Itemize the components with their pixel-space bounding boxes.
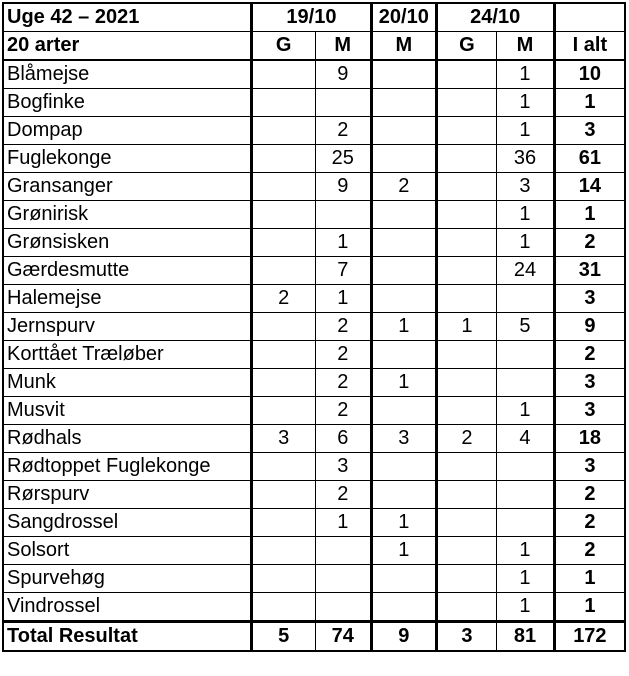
count-cell [251,565,315,593]
total-g-3: 3 [436,622,497,652]
table-row [3,537,625,565]
count-cell: 1 [497,60,555,89]
row-total: 1 [554,565,625,593]
count-cell [436,341,497,369]
count-cell [436,593,497,622]
col-header-m-1: M [315,32,372,61]
count-cell [251,89,315,117]
table-row [3,593,625,622]
table-row [3,117,625,145]
species-name: Vindrossel [3,593,251,622]
count-cell [372,201,437,229]
species-name: Grønirisk [3,201,251,229]
species-name: Fuglekonge [3,145,251,173]
bird-count-table [2,2,626,652]
count-cell [436,369,497,397]
col-header-g-3: G [436,32,497,61]
row-total: 14 [554,173,625,201]
species-name: Korttået Træløber [3,341,251,369]
table-row [3,60,625,89]
count-cell [251,60,315,89]
count-cell: 1 [497,89,555,117]
count-cell [372,60,437,89]
count-cell: 1 [315,229,372,257]
count-cell [372,145,437,173]
count-cell [251,453,315,481]
total-g-1: 5 [251,622,315,652]
count-cell: 2 [436,425,497,453]
header-row-dates [3,3,625,32]
count-cell [436,201,497,229]
count-cell [251,313,315,341]
count-cell: 9 [315,173,372,201]
total-m-2: 9 [372,622,437,652]
count-cell: 24 [497,257,555,285]
count-cell [372,257,437,285]
count-cell: 1 [372,369,437,397]
table-row [3,285,625,313]
col-header-g-1: G [251,32,315,61]
count-cell [436,145,497,173]
count-cell: 1 [372,509,437,537]
count-cell [497,509,555,537]
species-name: Musvit [3,397,251,425]
species-name: Gærdesmutte [3,257,251,285]
row-total: 3 [554,117,625,145]
empty-header-cell [554,3,625,32]
table-row [3,341,625,369]
count-cell [497,285,555,313]
table-title: Uge 42 – 2021 [3,3,251,32]
row-total: 3 [554,453,625,481]
table-row [3,257,625,285]
col-header-total: I alt [554,32,625,61]
species-name: Rørspurv [3,481,251,509]
grand-total: 172 [554,622,625,652]
count-cell: 2 [315,397,372,425]
table-row [3,397,625,425]
count-cell [251,117,315,145]
table-row [3,313,625,341]
row-total: 2 [554,481,625,509]
count-cell: 2 [315,341,372,369]
date-header-3: 24/10 [436,3,554,32]
count-cell [372,565,437,593]
count-cell: 2 [315,117,372,145]
row-total: 1 [554,201,625,229]
count-cell [372,481,437,509]
species-name: Rødtoppet Fuglekonge [3,453,251,481]
count-cell [497,453,555,481]
row-total: 31 [554,257,625,285]
count-cell [436,453,497,481]
count-cell: 2 [251,285,315,313]
count-cell [372,229,437,257]
row-total: 3 [554,397,625,425]
row-total: 2 [554,229,625,257]
count-cell [436,117,497,145]
table-row [3,201,625,229]
table-row [3,369,625,397]
col-header-m-2: M [372,32,437,61]
species-name: Munk [3,369,251,397]
species-name: Gransanger [3,173,251,201]
count-cell [315,201,372,229]
count-cell: 1 [497,229,555,257]
total-m-1: 74 [315,622,372,652]
col-header-m-3: M [497,32,555,61]
count-cell: 2 [315,369,372,397]
count-cell [315,537,372,565]
count-cell [251,145,315,173]
date-header-1: 19/10 [251,3,371,32]
count-cell [251,537,315,565]
count-cell [251,397,315,425]
table-row [3,173,625,201]
count-cell [436,285,497,313]
count-cell: 3 [372,425,437,453]
count-cell: 9 [315,60,372,89]
row-total: 2 [554,341,625,369]
count-cell: 1 [372,313,437,341]
count-cell [251,201,315,229]
table-row [3,89,625,117]
count-cell [315,593,372,622]
count-cell [372,593,437,622]
count-cell: 25 [315,145,372,173]
count-cell: 6 [315,425,372,453]
count-cell: 1 [497,201,555,229]
count-cell [251,481,315,509]
count-cell [251,229,315,257]
count-cell [315,89,372,117]
count-cell [372,89,437,117]
count-cell: 2 [372,173,437,201]
count-cell [251,341,315,369]
count-cell: 2 [315,481,372,509]
count-cell [251,509,315,537]
species-name: Halemejse [3,285,251,313]
count-cell: 36 [497,145,555,173]
row-total: 10 [554,60,625,89]
row-total: 1 [554,593,625,622]
count-cell: 1 [497,537,555,565]
table-row [3,425,625,453]
date-header-2: 20/10 [372,3,437,32]
species-name: Spurvehøg [3,565,251,593]
row-total: 1 [554,89,625,117]
species-name: Solsort [3,537,251,565]
total-row [3,622,625,652]
species-name: Sangdrossel [3,509,251,537]
row-total: 9 [554,313,625,341]
row-total: 18 [554,425,625,453]
table-row [3,509,625,537]
count-cell: 1 [436,313,497,341]
count-cell [251,257,315,285]
row-total: 3 [554,369,625,397]
count-cell [251,593,315,622]
count-cell [436,173,497,201]
species-name: Grønsisken [3,229,251,257]
count-cell [497,369,555,397]
count-cell [372,453,437,481]
count-cell: 1 [497,117,555,145]
count-cell [315,565,372,593]
count-cell: 1 [315,509,372,537]
count-cell [372,117,437,145]
count-cell [372,341,437,369]
count-cell [497,341,555,369]
species-name: Blåmejse [3,60,251,89]
table-row [3,229,625,257]
count-cell: 3 [251,425,315,453]
count-cell [251,369,315,397]
count-cell [372,285,437,313]
count-cell: 4 [497,425,555,453]
count-cell: 3 [497,173,555,201]
count-cell [436,509,497,537]
species-name: Jernspurv [3,313,251,341]
row-total: 2 [554,509,625,537]
table-row [3,453,625,481]
row-total: 3 [554,285,625,313]
species-name: Rødhals [3,425,251,453]
count-cell [436,229,497,257]
count-cell: 3 [315,453,372,481]
count-cell [497,481,555,509]
count-cell: 7 [315,257,372,285]
count-cell: 1 [315,285,372,313]
count-cell: 2 [315,313,372,341]
species-count-label: 20 arter [3,32,251,61]
count-cell [436,537,497,565]
table-row [3,565,625,593]
count-cell [436,565,497,593]
count-cell [372,397,437,425]
total-m-3: 81 [497,622,555,652]
species-name: Bogfinke [3,89,251,117]
header-row-columns [3,32,625,61]
count-cell: 1 [497,565,555,593]
table-row [3,481,625,509]
count-cell [436,60,497,89]
total-label: Total Resultat [3,622,251,652]
row-total: 61 [554,145,625,173]
table-row [3,145,625,173]
count-cell: 5 [497,313,555,341]
count-cell [436,257,497,285]
count-cell: 1 [372,537,437,565]
count-cell: 1 [497,593,555,622]
row-total: 2 [554,537,625,565]
count-cell [436,397,497,425]
count-cell [251,173,315,201]
count-cell [436,89,497,117]
count-cell [436,481,497,509]
species-name: Dompap [3,117,251,145]
count-cell: 1 [497,397,555,425]
